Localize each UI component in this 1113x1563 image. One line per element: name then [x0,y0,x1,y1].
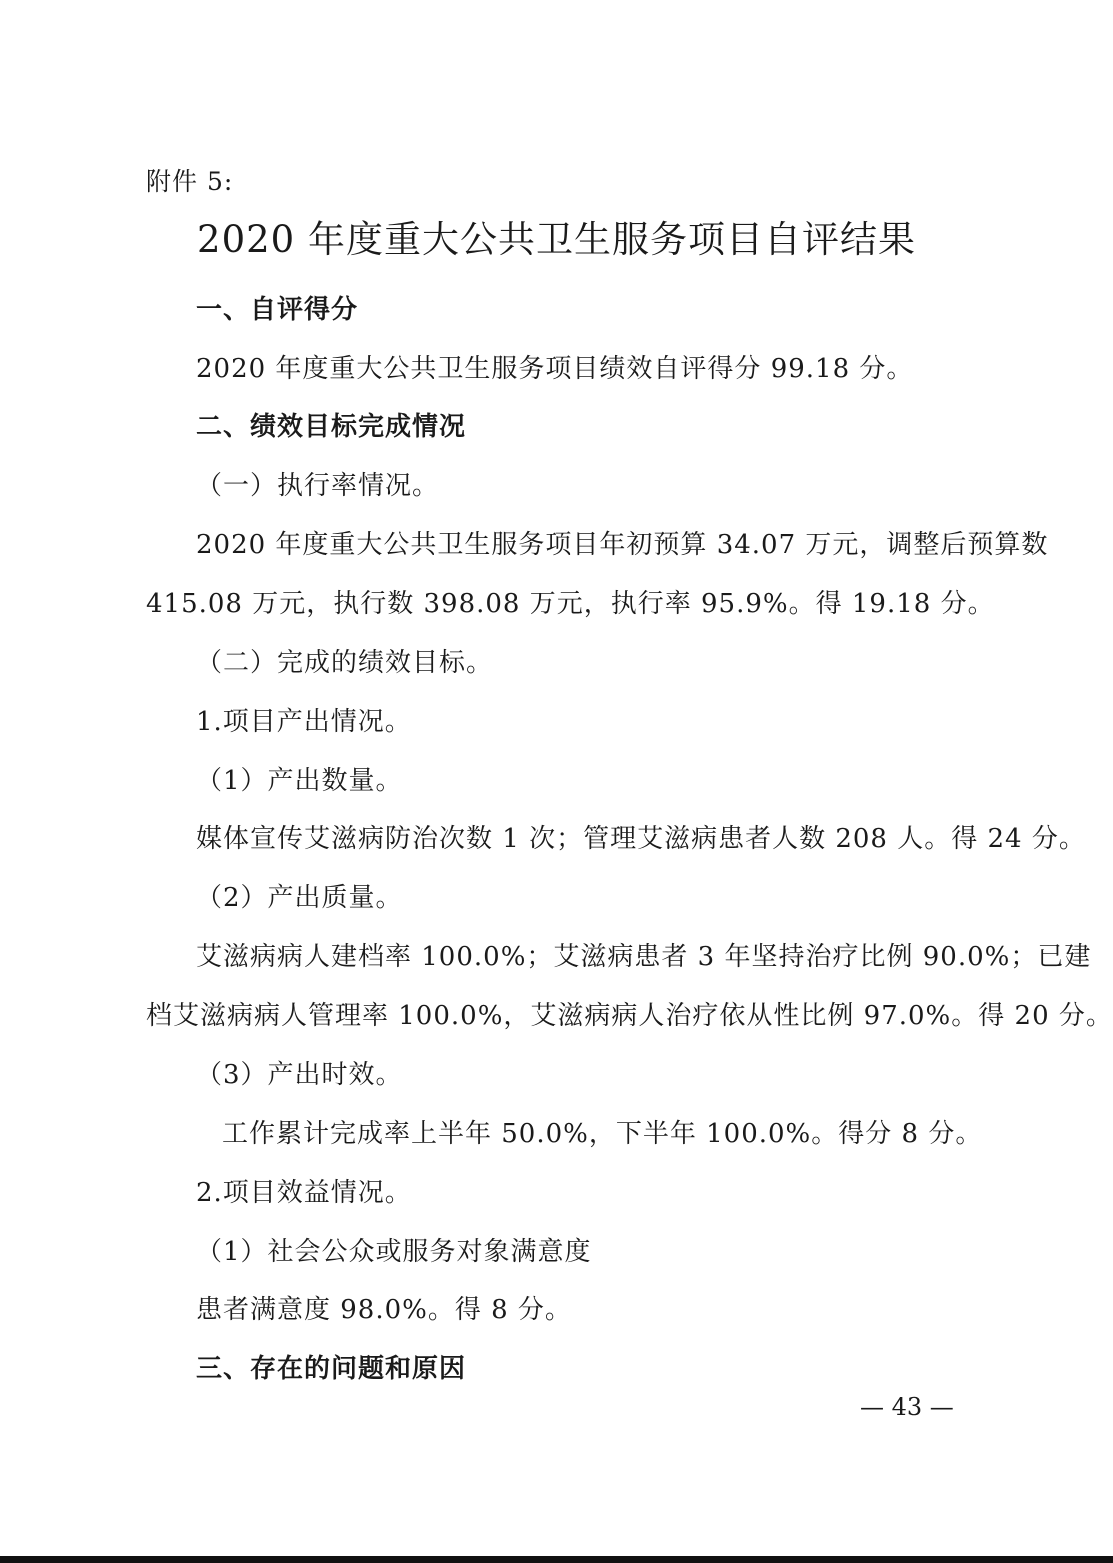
section-1-heading: 一、自评得分 [196,295,359,325]
output-quantity-text: 媒体宣传艾滋病防治次数 1 次；管理艾滋病患者人数 208 人。得 24 分。 [196,824,1086,854]
output-quality-text-line-1: 艾滋病病人建档率 100.0%；艾滋病患者 3 年坚持治疗比例 90.0%；已建 [196,942,1092,972]
satisfaction-text: 患者满意度 98.0%。得 8 分。 [196,1295,572,1325]
document-title: 2020 年度重大公共卫生服务项目自评结果 [197,218,916,261]
execution-rate-heading: （一）执行率情况。 [196,471,440,501]
output-heading: 1.项目产出情况。 [196,707,412,737]
self-evaluation-score-text: 2020 年度重大公共卫生服务项目绩效自评得分 99.18 分。 [196,354,914,384]
output-quality-heading: （2）产出质量。 [196,883,403,913]
section-2-heading: 二、绩效目标完成情况 [196,412,467,442]
output-timeliness-text: 工作累计完成率上半年 50.0%，下半年 100.0%。得分 8 分。 [222,1119,983,1149]
section-3-heading: 三、存在的问题和原因 [196,1354,467,1384]
scan-bottom-edge [0,1556,1113,1563]
output-quality-text-line-2: 档艾滋病病人管理率 100.0%，艾滋病病人治疗依从性比例 97.0%。得 20 分。 [146,1001,1113,1031]
satisfaction-heading: （1）社会公众或服务对象满意度 [196,1237,592,1267]
attachment-label: 附件 5: [146,167,234,196]
benefit-heading: 2.项目效益情况。 [196,1178,412,1208]
page-number: — 43 — [860,1393,954,1421]
execution-rate-text-line-2: 415.08 万元，执行数 398.08 万元，执行率 95.9%。得 19.18 分。 [146,589,995,619]
output-quantity-heading: （1）产出数量。 [196,766,403,796]
output-timeliness-heading: （3）产出时效。 [196,1060,403,1090]
execution-rate-text-line-1: 2020 年度重大公共卫生服务项目年初预算 34.07 万元，调整后预算数 [196,530,1049,560]
completed-goals-heading: （二）完成的绩效目标。 [196,648,494,678]
